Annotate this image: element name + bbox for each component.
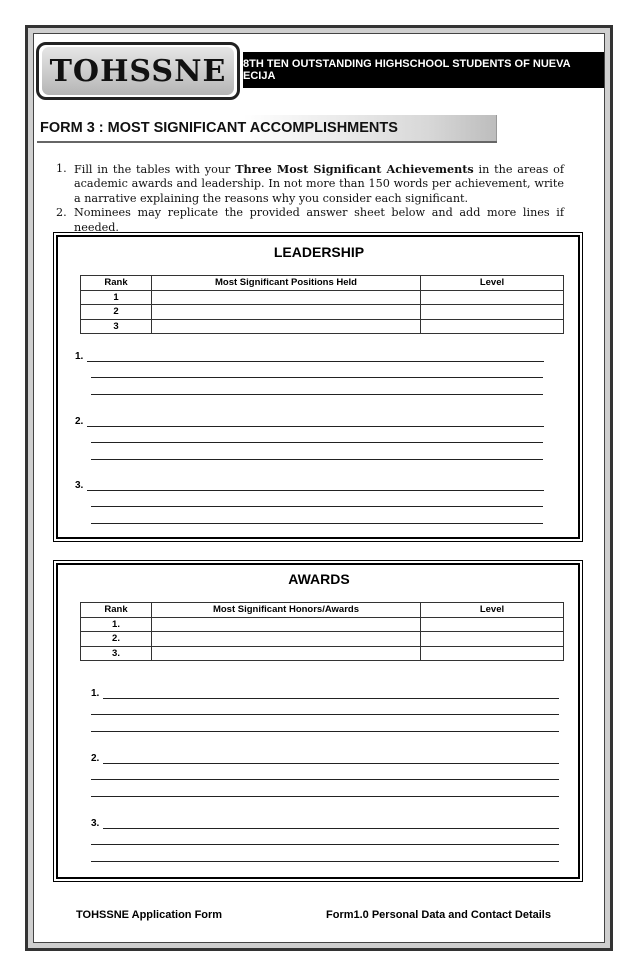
- narrative-line[interactable]: [91, 796, 559, 797]
- rank-cell: 1: [81, 290, 152, 305]
- narrative-line[interactable]: [103, 698, 559, 699]
- narrative-label: 2.: [75, 416, 84, 427]
- rank-cell: 1.: [81, 617, 152, 632]
- rank-cell: 2: [81, 305, 152, 320]
- level-input-cell[interactable]: [421, 319, 564, 334]
- narrative-line[interactable]: [91, 714, 559, 715]
- instruction-emphasis: Three Most Significant Achievements: [235, 162, 474, 176]
- narrative-line[interactable]: [103, 763, 559, 764]
- narrative-line[interactable]: [91, 394, 543, 395]
- narrative-label: 3.: [91, 818, 100, 829]
- header-banner: [243, 52, 604, 88]
- table-row: [81, 290, 564, 305]
- position-input-cell[interactable]: [152, 290, 421, 305]
- narrative-line[interactable]: [91, 377, 543, 378]
- form-title-underline: [37, 141, 497, 143]
- instruction-number: 1.: [56, 162, 67, 175]
- position-input-cell[interactable]: [152, 319, 421, 334]
- narrative-line[interactable]: [91, 506, 543, 507]
- footer-form-code: Form1.0 Personal Data and Contact Details: [326, 909, 551, 921]
- narrative-line[interactable]: [87, 361, 544, 362]
- table-header-row: [81, 603, 564, 618]
- narrative-line[interactable]: [91, 459, 543, 460]
- level-input-cell[interactable]: [421, 617, 564, 632]
- narrative-line[interactable]: [91, 844, 559, 845]
- award-input-cell[interactable]: [152, 646, 421, 661]
- table-header-row: [81, 276, 564, 291]
- narrative-line[interactable]: [91, 731, 559, 732]
- table-row: [81, 632, 564, 647]
- instruction-text: Nominees may replicate the provided answer sheet below and add more lines if needed.: [74, 206, 564, 234]
- narrative-line[interactable]: [91, 779, 559, 780]
- instruction-text: Fill in the tables with your: [74, 163, 236, 176]
- logo-text: TOHSSNE: [49, 53, 227, 89]
- position-input-cell[interactable]: [152, 305, 421, 320]
- rank-cell: 2.: [81, 632, 152, 647]
- level-input-cell[interactable]: [421, 290, 564, 305]
- narrative-line[interactable]: [87, 490, 544, 491]
- table-row: [81, 319, 564, 334]
- banner-text: 8TH TEN OUTSTANDING HIGHSCHOOL STUDENTS OF NUEVA ECIJA: [243, 58, 571, 82]
- instruction-text: in the areas of academic awards and leadership. In not more than 150 words per achievement, write a narrative explaining the reasons why you consider each significant.: [74, 163, 564, 205]
- narrative-line[interactable]: [91, 523, 543, 524]
- leadership-table: [80, 275, 564, 334]
- rank-cell: 3: [81, 319, 152, 334]
- table-row: [81, 305, 564, 320]
- logo: [42, 47, 234, 95]
- award-input-cell[interactable]: [152, 617, 421, 632]
- leadership-title: LEADERSHIP: [273, 244, 365, 260]
- form-title: FORM 3 : MOST SIGNIFICANT ACCOMPLISHMENTS: [40, 120, 398, 136]
- instruction-item: [52, 206, 564, 235]
- narrative-line[interactable]: [91, 861, 559, 862]
- narrative-line[interactable]: [103, 828, 559, 829]
- level-input-cell[interactable]: [421, 646, 564, 661]
- column-header-rank: Rank: [81, 276, 152, 291]
- footer-form-name: TOHSSNE Application Form: [76, 909, 223, 921]
- column-header-level: Level: [421, 276, 564, 291]
- table-row: [81, 646, 564, 661]
- level-input-cell[interactable]: [421, 305, 564, 320]
- award-input-cell[interactable]: [152, 632, 421, 647]
- column-header-honors: Most Significant Honors/Awards: [152, 603, 421, 618]
- level-input-cell[interactable]: [421, 632, 564, 647]
- narrative-label: 2.: [91, 753, 100, 764]
- column-header-positions: Most Significant Positions Held: [152, 276, 421, 291]
- awards-table: [80, 602, 564, 661]
- narrative-line[interactable]: [91, 442, 543, 443]
- rank-cell: 3.: [81, 646, 152, 661]
- column-header-level: Level: [421, 603, 564, 618]
- column-header-rank: Rank: [81, 603, 152, 618]
- narrative-label: 1.: [91, 688, 100, 699]
- table-row: [81, 617, 564, 632]
- instruction-number: 2.: [56, 206, 67, 220]
- instructions-list: [52, 162, 564, 235]
- awards-title: AWARDS: [288, 571, 350, 587]
- narrative-label: 1.: [75, 351, 84, 362]
- instruction-item: [52, 162, 564, 206]
- narrative-line[interactable]: [87, 426, 544, 427]
- narrative-label: 3.: [75, 480, 84, 491]
